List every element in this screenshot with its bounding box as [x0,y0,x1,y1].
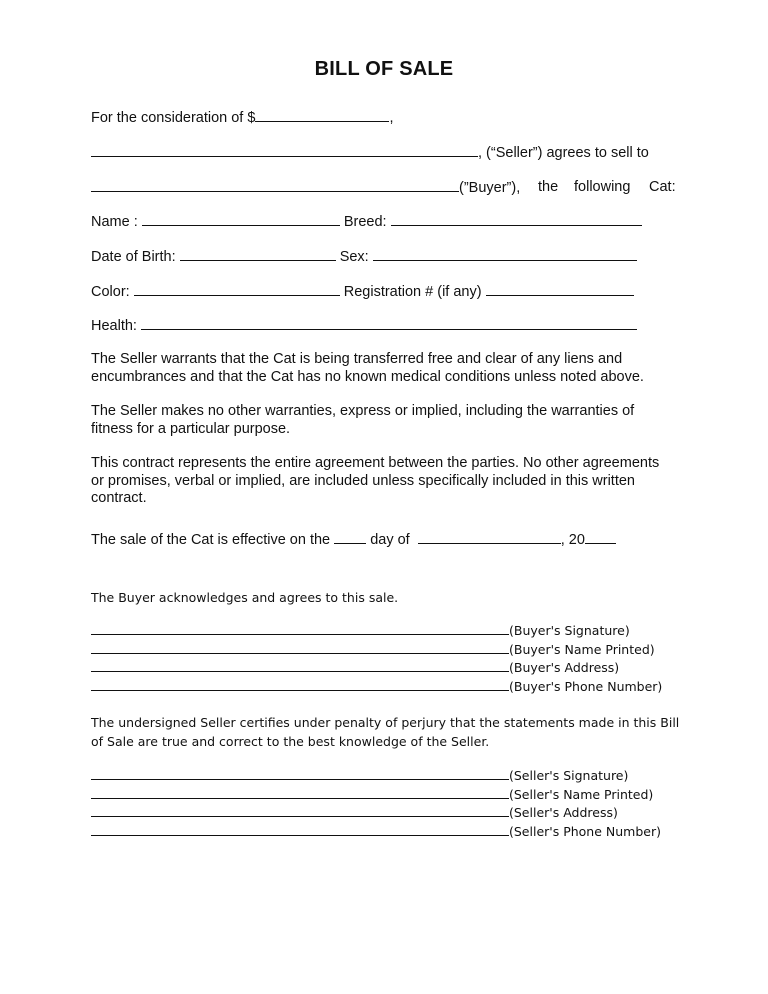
breed-blank[interactable] [391,212,642,226]
seller-line [91,143,649,162]
buyer-signature-blank[interactable] [91,622,509,635]
seller-name-blank[interactable] [91,143,478,157]
color-blank[interactable] [134,282,340,296]
seller-address-row [91,804,618,822]
seller-signature-row [91,767,628,785]
buyer-signature-label: (Buyer's Signature) [509,623,630,638]
buyer-label: (”Buyer”), [459,180,521,196]
consideration-label: For the consideration of $ [91,110,256,126]
color-label: Color: [91,284,130,300]
seller-address-blank[interactable] [91,804,509,817]
cat-word: Cat: [649,179,676,195]
entire-agreement-paragraph: This contract represents the entire agreement between the parties. No other agreements or promises, verbal or implied, are included unless specifically included in this written contract. [91,455,660,506]
effective-month-blank[interactable] [418,530,561,544]
health-label: Health: [91,318,137,334]
seller-label: , (“Seller”) agrees to sell to [478,145,649,161]
buyer-name-blank[interactable] [91,178,459,192]
buyer-name-row [91,641,655,659]
breed-label: Breed: [343,214,387,230]
document-title: BILL OF SALE [314,58,454,80]
registration-label: Registration # (if any) [343,284,482,300]
following-word: following [574,179,631,195]
buyer-phone-blank[interactable] [91,678,509,691]
dob-label: Date of Birth: [91,249,176,265]
effective-day-blank[interactable] [334,530,366,544]
effective-label: The sale of the Cat is effective on the [91,532,331,548]
buyer-address-blank[interactable] [91,659,509,672]
registration-blank[interactable] [486,282,634,296]
buyer-address-row [91,659,619,677]
health-line [91,316,637,335]
name-label: Name : [91,214,138,230]
day-of-label: day of [370,532,410,548]
no-other-warranties-paragraph: The Seller makes no other warranties, express or implied, including the warranties of fitness for a particular purpose. [91,403,635,437]
dob-blank[interactable] [180,247,336,261]
seller-name-printed-blank[interactable] [91,786,509,799]
sex-label: Sex: [339,249,369,265]
effective-year-blank[interactable] [585,530,616,544]
buyer-address-label: (Buyer's Address) [509,660,620,675]
buyer-phone-label: (Buyer's Phone Number) [509,679,663,694]
consideration-amount-blank[interactable] [255,108,389,122]
buyer-line [91,178,676,197]
buyer-signature-row [91,622,630,640]
seller-phone-blank[interactable] [91,823,509,836]
buyer-acknowledgement: The Buyer acknowledges and agrees to this sale. [91,590,399,605]
health-blank[interactable] [141,316,637,330]
seller-certification: The undersigned Seller certifies under penalty of perjury that the statements made in this Bill of Sale are true and correct to the best knowledge of the Seller. [91,715,680,749]
seller-signature-label: (Seller's Signature) [509,768,629,783]
buyer-phone-row [91,678,662,696]
the-word: the [538,179,559,195]
color-registration-line [91,282,634,301]
seller-name-row [91,786,653,804]
seller-phone-row [91,823,661,841]
seller-name-printed-label: (Seller's Name Printed) [509,787,654,802]
buyer-name-printed-label: (Buyer's Name Printed) [509,642,655,657]
buyer-name-printed-blank[interactable] [91,641,509,654]
warranty-paragraph: The Seller warrants that the Cat is being transferred free and clear of any liens and encumbrances and that the Cat has no known medical conditions unless noted above. [91,351,644,385]
effective-date-line [91,530,616,549]
name-blank[interactable] [142,212,340,226]
seller-phone-label: (Seller's Phone Number) [509,824,661,839]
consideration-comma: , [389,110,394,126]
year-prefix-label: , 20 [560,532,585,548]
dob-sex-line [91,247,637,266]
name-breed-line [91,212,642,231]
seller-address-label: (Seller's Address) [509,805,618,820]
seller-signature-blank[interactable] [91,767,509,780]
sex-blank[interactable] [373,247,637,261]
consideration-line [91,108,393,127]
